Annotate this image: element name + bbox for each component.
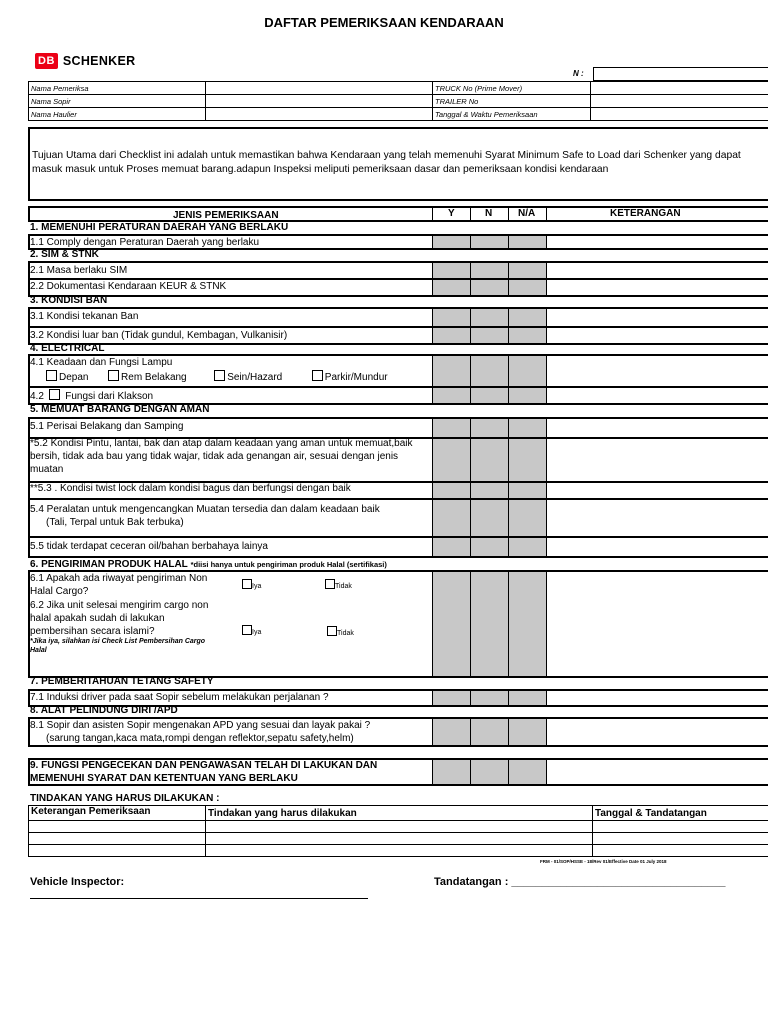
item-6-2-tidak [327, 626, 354, 640]
section-1-title: 1. MEMENUHI PERATURAN DAERAH YANG BERLAKU [30, 222, 289, 233]
item-4-2-number: 4.2 [30, 391, 44, 402]
check-cell-na[interactable] [508, 418, 547, 438]
header-jenis: JENIS PEMERIKSAAN [173, 210, 279, 221]
info-label-haulier: Nama Haulier [29, 108, 206, 121]
purpose-box [28, 127, 768, 201]
check-cell-na[interactable] [508, 571, 547, 677]
check-cell-keterangan[interactable] [546, 279, 768, 296]
tindakan-cell[interactable] [206, 833, 593, 845]
checkbox-sein-hazard[interactable] [214, 370, 225, 381]
label-depan: Depan [59, 372, 89, 383]
tindakan-col-tindakan: Tindakan yang harus dilakukan [206, 806, 593, 821]
check-cell-na[interactable] [508, 759, 547, 785]
check-cell-n[interactable] [470, 235, 509, 249]
info-input-truck[interactable] [591, 82, 768, 95]
section-5-title: 5. MEMUAT BARANG DENGAN AMAN [30, 404, 210, 415]
section-2-title: 2. SIM & STNK [30, 249, 99, 260]
check-cell-y[interactable] [432, 279, 471, 296]
check-cell-y[interactable] [432, 418, 471, 438]
item-6-1-tidak [325, 579, 352, 593]
column-divider [432, 206, 433, 220]
check-cell-keterangan[interactable] [546, 308, 768, 327]
check-cell-keterangan[interactable] [546, 759, 768, 785]
header-n: N [485, 208, 493, 219]
section-6-header [30, 558, 387, 571]
item-3-1: 3.1 Kondisi tekanan Ban [30, 311, 139, 322]
checkbox-rem-belakang[interactable] [108, 370, 119, 381]
info-label-datetime: Tanggal & Waktu Pemeriksaan [433, 108, 591, 121]
item-5-3: **5.3 . Kondisi twist lock dalam kondisi bagus dan berfungsi dengan baik [30, 483, 351, 494]
check-cell-n[interactable] [470, 690, 509, 706]
section-9-title: 9. FUNGSI PENGECEKAN DAN PENGAWASAN TELAH DI LAKUKAN DAN MEMENUHI SYARAT DAN KETENTUAN YANG BERLAKU [30, 760, 378, 784]
info-input-haulier[interactable] [206, 108, 433, 121]
item-6-2-iya [242, 625, 261, 639]
column-divider [470, 206, 471, 220]
check-cell-n[interactable] [470, 438, 509, 482]
check-cell-n[interactable] [470, 759, 509, 785]
checkbox-6-2-iya[interactable] [242, 625, 252, 635]
info-label-trailer: TRAILER No [433, 95, 591, 108]
item-3-2: 3.2 Kondisi luar ban (Tidak gundul, Kembagan, Vulkanisir) [30, 330, 288, 341]
item-2-1: 2.1 Masa berlaku SIM [30, 265, 128, 276]
item-5-4b: (Tali, Terpal untuk Bak terbuka) [46, 517, 184, 528]
label-6-1-iya: Iya [252, 583, 262, 590]
check-cell-y[interactable] [432, 262, 471, 279]
header-keterangan: KETERANGAN [610, 208, 681, 219]
number-input[interactable] [593, 67, 768, 81]
check-cell-keterangan[interactable] [546, 438, 768, 482]
signature-label: Tandatangan : ___________________________________ [434, 876, 726, 888]
check-cell-y[interactable] [432, 308, 471, 327]
section-6-note: *diisi hanya untuk pengiriman produk Halal (sertifikasi) [190, 560, 387, 569]
tindakan-cell[interactable] [593, 845, 768, 857]
tindakan-cell[interactable] [29, 833, 206, 845]
info-input-inspector[interactable] [206, 82, 433, 95]
check-cell-na[interactable] [508, 482, 547, 499]
check-cell-y[interactable] [432, 690, 471, 706]
tindakan-col-keterangan: Keterangan Pemeriksaan [29, 806, 206, 821]
number-label: N : [573, 69, 584, 78]
check-cell-na[interactable] [508, 327, 547, 344]
item-5-4a: 5.4 Peralatan untuk mengencangkan Muatan tersedia dan dalam keadaan baik [30, 504, 380, 515]
item-4-1: 4.1 Keadaan dan Fungsi Lampu [30, 357, 173, 368]
check-cell-na[interactable] [508, 537, 547, 557]
check-cell-y[interactable] [432, 499, 471, 537]
check-cell-na[interactable] [508, 499, 547, 537]
tindakan-cell[interactable] [593, 833, 768, 845]
tindakan-cell[interactable] [206, 821, 593, 833]
item-7-1: 7.1 Induksi driver pada saat Sopir sebelum melakukan perjalanan ? [30, 692, 329, 703]
item-5-5: 5.5 tidak terdapat ceceran oil/bahan berbahaya lainya [30, 541, 268, 552]
purpose-text: Tujuan Utama dari Checklist ini adalah untuk memastikan bahwa Kendaraan yang telah memenuhi Syarat Minimum Safe to Load dari Schenker yang dapat masuk masuk untuk Proses memuat barang.adapun Inspeksi meliputi pemeriksaan dasar dan pemeriksaan kondisi kendaraan [32, 150, 741, 175]
label-6-2-tidak: Tidak [337, 630, 354, 637]
header-na: N/A [518, 208, 536, 219]
label-6-1-tidak: Tidak [335, 583, 352, 590]
label-6-2-iya: Iya [252, 629, 262, 636]
item-4-1-options [46, 370, 388, 384]
check-cell-keterangan[interactable] [546, 718, 768, 746]
check-cell-na[interactable] [508, 438, 547, 482]
item-6-1-iya [242, 579, 261, 593]
company-logo [35, 52, 135, 70]
check-cell-y[interactable] [432, 482, 471, 499]
check-cell-y[interactable] [432, 438, 471, 482]
item-5-1: 5.1 Perisai Belakang dan Samping [30, 421, 184, 432]
header-y: Y [448, 208, 455, 219]
check-cell-n[interactable] [470, 482, 509, 499]
tindakan-cell[interactable] [29, 845, 206, 857]
check-cell-keterangan[interactable] [546, 690, 768, 706]
check-cell-n[interactable] [470, 537, 509, 557]
inspector-signature-line[interactable] [30, 898, 368, 899]
check-cell-na[interactable] [508, 387, 547, 404]
item-1-1: 1.1 Comply dengan Peraturan Daerah yang berlaku [30, 237, 260, 248]
section-3-title: 3. KONDISI BAN [30, 295, 108, 306]
tindakan-cell[interactable] [593, 821, 768, 833]
check-cell-na[interactable] [508, 308, 547, 327]
item-6-2: 6.2 Jika unit selesai mengirim cargo non halal apakah sudah di lakukan pembersihan secara islami? [30, 600, 209, 637]
check-cell-na[interactable] [508, 690, 547, 706]
check-cell-n[interactable] [470, 327, 509, 344]
item-8-1b: (sarung tangan,kaca mata,rompi dengan reflektor,sepatu safety,helm) [46, 733, 354, 744]
info-label-inspector: Nama Pemeriksa [29, 82, 206, 95]
check-cell-na[interactable] [508, 279, 547, 296]
check-cell-keterangan[interactable] [546, 327, 768, 344]
item-8-1a: 8.1 Sopir dan asisten Sopir mengenakan APD yang sesuai dan layak pakai ? [30, 720, 371, 731]
checkbox-6-2-tidak[interactable] [327, 626, 337, 636]
form-reference: FRM - 01/SOP/HSSE - 18/Rev 01/Effective Date 01 July 2018 [540, 859, 667, 864]
check-cell-na[interactable] [508, 235, 547, 249]
item-4-2-label: Fungsi dari Klakson [65, 391, 154, 402]
check-cell-y[interactable] [432, 571, 471, 677]
page-title: DAFTAR PEMERIKSAAN KENDARAAN [264, 15, 504, 30]
item-6-2-note: *Jika iya, silahkan isi Check List Pembersihan Cargo Halal [30, 638, 206, 654]
label-parkir-mundur: Parkir/Mundur [324, 372, 388, 383]
info-label-truck: TRUCK No (Prime Mover) [433, 82, 591, 95]
info-label-driver: Nama Sopir [29, 95, 206, 108]
check-cell-n[interactable] [470, 499, 509, 537]
item-2-2: 2.2 Dokumentasi Kendaraan KEUR & STNK [30, 281, 227, 292]
checkbox-parkir-mundur[interactable] [312, 370, 323, 381]
check-cell-keterangan[interactable] [546, 355, 768, 387]
label-rem-belakang: Rem Belakang [121, 372, 187, 383]
label-sein-hazard: Sein/Hazard [227, 372, 283, 383]
check-cell-keterangan[interactable] [546, 387, 768, 404]
check-cell-n[interactable] [470, 355, 509, 387]
check-cell-n[interactable] [470, 308, 509, 327]
check-cell-y[interactable] [432, 355, 471, 387]
inspection-info-table [28, 81, 768, 121]
check-cell-keterangan[interactable] [546, 537, 768, 557]
item-6-1: 6.1 Apakah ada riwayat pengiriman Non Halal Cargo? [30, 573, 208, 597]
tindakan-table [28, 805, 768, 857]
check-cell-keterangan[interactable] [546, 235, 768, 249]
check-cell-n[interactable] [470, 418, 509, 438]
check-cell-na[interactable] [508, 355, 547, 387]
section-6-title: 6. PENGIRIMAN PRODUK HALAL [30, 559, 188, 570]
check-cell-y[interactable] [432, 387, 471, 404]
vehicle-inspector-label: Vehicle Inspector: [30, 876, 125, 888]
check-cell-na[interactable] [508, 718, 547, 746]
check-cell-y[interactable] [432, 235, 471, 249]
info-input-trailer[interactable] [591, 95, 768, 108]
check-cell-y[interactable] [432, 759, 471, 785]
check-cell-y[interactable] [432, 718, 471, 746]
tindakan-cell[interactable] [206, 845, 593, 857]
check-cell-keterangan[interactable] [546, 418, 768, 438]
info-input-driver[interactable] [206, 95, 433, 108]
checkbox-klakson[interactable] [49, 389, 60, 400]
checkbox-6-1-iya[interactable] [242, 579, 252, 589]
check-cell-keterangan[interactable] [546, 499, 768, 537]
tindakan-cell[interactable] [29, 821, 206, 833]
logo-company-name: SCHENKER [62, 54, 136, 68]
check-cell-n[interactable] [470, 262, 509, 279]
check-cell-keterangan[interactable] [546, 571, 768, 677]
item-5-2: *5.2 Kondisi Pintu, lantai, bak dan atap dalam keadaan yang aman untuk memuat,baik bersih, tidak ada bau yang tidak wajar, tidak ada genangan air, sesuai dengan jenis muatan [30, 438, 413, 475]
column-divider [508, 206, 509, 220]
db-logo-mark: DB [35, 53, 58, 69]
check-cell-keterangan[interactable] [546, 262, 768, 279]
section-4-title: 4. ELECTRICAL [30, 343, 105, 354]
check-cell-n[interactable] [470, 718, 509, 746]
check-cell-n[interactable] [470, 571, 509, 677]
section-7-title: 7. PEMBERITAHUAN TETANG SAFETY [30, 676, 214, 687]
item-4-2 [30, 389, 153, 403]
tindakan-title: TINDAKAN YANG HARUS DILAKUKAN : [30, 793, 220, 804]
info-input-datetime[interactable] [591, 108, 768, 121]
check-cell-na[interactable] [508, 262, 547, 279]
check-cell-n[interactable] [470, 279, 509, 296]
checkbox-depan[interactable] [46, 370, 57, 381]
check-cell-n[interactable] [470, 387, 509, 404]
tindakan-col-tanggal: Tanggal & Tandatangan [593, 806, 768, 821]
column-divider [546, 206, 547, 220]
check-cell-y[interactable] [432, 537, 471, 557]
check-cell-y[interactable] [432, 327, 471, 344]
check-cell-keterangan[interactable] [546, 482, 768, 499]
section-8-title: 8. ALAT PELINDUNG DIRI /APD [30, 705, 178, 716]
checkbox-6-1-tidak[interactable] [325, 579, 335, 589]
